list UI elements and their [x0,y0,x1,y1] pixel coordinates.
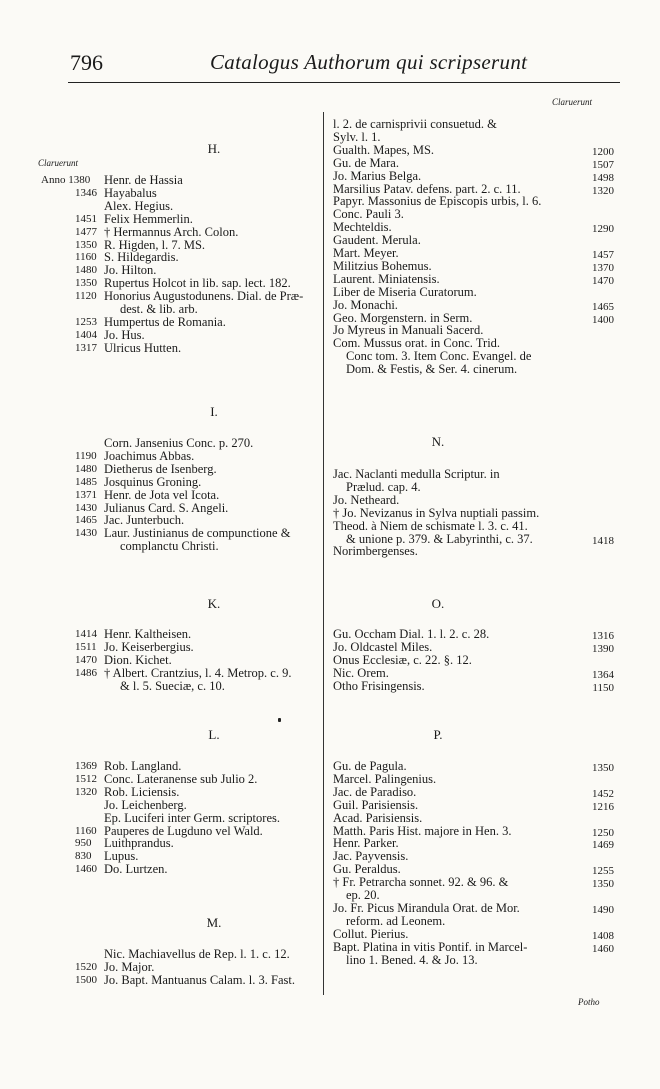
entry-text: Militzius Bohemus. [333,258,432,273]
entry-text: Theod. à Niem de schismate l. 3. c. 41. [333,518,528,533]
entry-text: Mechteldis. [333,220,392,235]
entry-text: Ep. Luciferi inter Germ. scriptores. [104,810,280,825]
entry-text: Norimbergenses. [333,544,418,559]
entry-text: Jac. Payvensis. [333,849,409,864]
entry-text: Papyr. Massonius de Episcopis urbis, l. 6. [333,194,542,209]
entry-year: 1350 [75,277,97,290]
entry-text: Honorius Augustodunens. Dial. de Præ- [104,289,304,304]
entry-text: Marsilius Patav. defens. part. 2. c. 11. [333,181,521,196]
entry-text: Conc. Lateranense sub Julio 2. [104,771,258,786]
entry-text: Corn. Jansenius Conc. p. 270. [104,436,254,450]
entry-text: Gu. Peraldus. [333,862,401,877]
entry-year: 1290 [592,223,614,236]
entry-text: Prælud. cap. 4. [346,479,421,494]
section-heading-p: P. [433,727,443,742]
section-heading-k: K. [207,596,221,611]
entry-text: Gu. de Pagula. [333,759,407,773]
entry-text: Pauperes de Lugduno vel Wald. [104,823,263,838]
entry-year: 1370 [592,261,614,274]
entry-text: Felix Hemmerlin. [104,211,193,226]
entry-year: 1511 [75,640,97,653]
entry-text: Liber de Miseria Curatorum. [333,284,477,299]
entry-year: 1369 [75,760,97,772]
entry-text: Lupus. [104,849,139,864]
entry-year: 1160 [75,824,97,837]
entry-year: 1371 [75,488,97,501]
entry-text: Nic. Machiavellus de Rep. l. 1. c. 12. [104,947,290,961]
entry-text: Mart. Meyer. [333,246,399,260]
entry-text: Jo. Leichenberg. [104,797,187,812]
entry-year: 1160 [75,251,97,264]
entry-text: reform. ad Leonem. [346,913,446,928]
entry-text: Humpertus de Romania. [104,314,226,329]
entry-text: Sylv. l. 1. [333,129,381,144]
entry-text: R. Higden, l. 7. MS. [104,237,206,252]
entry-text: Laur. Justinianus de compunctione & [104,526,291,541]
entry-year: 1350 [592,762,614,774]
entry-year: 1408 [592,929,614,942]
entry-text: † Albert. Crantzius, l. 4. Metrop. c. 9. [104,665,292,680]
entry-text: complanctu Christi. [120,539,219,554]
entry-year: 1469 [592,839,614,852]
entry-text: Dietherus de Isenberg. [104,461,217,476]
entry-year: 1465 [592,300,614,313]
entry-text: Ulricus Hutten. [104,340,182,355]
entry-text: Henr. de Hassia [104,173,183,187]
entry-year: 1320 [592,184,614,197]
entry-year: 1400 [592,313,614,326]
entry-text: † Fr. Petrarcha sonnet. 92. & 96. & [333,875,509,890]
entry-text: Jac. de Paradiso. [333,784,417,799]
section-heading-l: L. [208,727,220,742]
entry-year: 1480 [75,462,97,475]
ink-spot [278,718,281,722]
section-heading-i: I. [210,404,218,419]
entry-text: † Hermannus Arch. Colon. [104,224,239,239]
section-heading-n: N. [431,434,445,449]
entry-text: † Jo. Nevizanus in Sylva nuptiali passim. [333,505,540,520]
entry-text: Jo. Bapt. Mantuanus Calam. l. 3. Fast. [104,972,295,987]
section-heading-o: O. [431,596,445,611]
claruerunt-label-right: Claruerunt [552,97,593,107]
entry-text: Rob. Langland. [104,759,182,773]
entry-text: dest. & lib. arb. [120,302,198,316]
entry-text: Matth. Paris Hist. majore in Hen. 3. [333,823,512,838]
entry-text: Acad. Parisiensis. [333,810,423,825]
entry-text: Jo. Hilton. [104,263,157,278]
entry-year: 1150 [592,681,614,694]
entry-text: Onus Ecclesiæ, c. 22. §. 12. [333,652,472,667]
entry-year: 1490 [592,903,614,916]
entry-year: 1364 [592,668,614,681]
entry-text: Gu. de Mara. [333,155,399,170]
entry-text: Jo. Oldcastel Miles. [333,639,433,654]
entry-text: Jac. Naclanti medulla Scriptur. in [333,467,500,481]
entry-text: Collut. Pierius. [333,926,409,941]
entry-text: Julianus Card. S. Angeli. [104,500,229,515]
entry-year: 1512 [75,772,97,785]
entry-year: 1346 [75,186,97,199]
entry-text: Joachimus Abbas. [104,448,195,463]
entry-year: 1414 [75,628,97,640]
entry-year: 1253 [75,315,97,328]
entry-text: Jo. Fr. Picus Mirandula Orat. de Mor. [333,900,520,915]
entry-year: 1320 [75,785,97,798]
entry-text: Rob. Liciensis. [104,784,180,799]
entry-year: 1451 [75,212,97,225]
entry-text: Hayabalus [104,185,157,200]
entry-text: Nic. Orem. [333,665,389,680]
entry-year: 1452 [592,787,614,800]
entry-text: Gaudent. Merula. [333,233,421,248]
entry-year: 1465 [75,514,97,527]
entry-year: 1200 [592,145,614,158]
entry-year: 1250 [592,826,614,839]
entry-year: 1430 [75,501,97,514]
claruerunt-label-left: Claruerunt [38,158,79,168]
entry-text: Otho Frisingensis. [333,678,425,693]
entry-year: 1390 [592,642,614,655]
entry-text: Conc. Pauli 3. [333,207,404,222]
column-divider [323,112,324,995]
entry-year: 1316 [592,630,614,642]
entry-year: 1216 [592,800,614,813]
entry-text: Geo. Morgenstern. in Serm. [333,310,473,325]
entry-year: 1430 [75,527,97,540]
header-rule [68,82,620,83]
entry-text: & unione p. 379. & Labyrinthi, c. 37. [346,531,533,546]
entry-year: 950 [75,837,92,850]
entry-year: 1480 [75,264,97,277]
entry-year: 1477 [75,225,97,238]
entry-year: 1460 [592,942,614,955]
entry-text: Do. Lurtzen. [104,862,168,877]
entry-year: 1317 [75,341,97,354]
entry-year: 1418 [592,534,614,547]
entry-text: Jo Myreus in Manuali Sacerd. [333,323,484,338]
entry-year: 1457 [592,249,614,261]
page-number: 796 [70,50,103,75]
entry-year: Anno 1380 [41,174,91,186]
entry-text: Jo. Hus. [104,327,145,342]
entry-text: Com. Mussus orat. in Conc. Trid. [333,336,501,351]
entry-year: 1350 [592,878,614,891]
entry-text: l. 2. de carnisprivii consuetud. & [333,117,497,131]
entry-text: Dom. & Festis, & Ser. 4. cinerum. [346,362,518,377]
entry-text: Jo. Netheard. [333,492,400,507]
entry-year: 1120 [75,290,97,303]
entry-year: 1404 [75,328,97,341]
entry-text: Jo. Major. [104,959,155,974]
entry-text: Jo. Keiserbergius. [104,639,194,654]
entry-text: ep. 20. [346,888,380,902]
entry-year: 1470 [592,274,614,287]
entry-text: Conc tom. 3. Item Conc. Evangel. de [346,349,532,364]
entry-text: Jac. Junterbuch. [104,513,185,528]
entry-year: 1486 [75,666,97,679]
entry-year: 1500 [75,973,97,986]
entry-text: lino 1. Bened. 4. & Jo. 13. [346,952,478,967]
entry-text: Henr. Kaltheisen. [104,627,192,641]
entry-year: 1350 [75,238,97,251]
entry-text: Rupertus Holcot in lib. sap. lect. 182. [104,276,291,291]
entry-text: Henr. Parker. [333,836,399,851]
section-heading-h: H. [207,141,221,156]
entry-text: Luithprandus. [104,836,174,851]
entry-year: 1190 [75,449,97,462]
entry-text: Bapt. Platina in vitis Pontif. in Marcel- [333,939,528,954]
entry-year: 1255 [592,865,614,878]
entry-text: Josquinus Groning. [104,474,202,489]
entry-text: S. Hildegardis. [104,250,179,265]
entry-year: 1460 [75,863,97,876]
entry-text: & l. 5. Sueciæ, c. 10. [120,678,225,693]
entry-year: 1507 [592,158,614,171]
running-title: Catalogus Authorum qui scripserunt [210,50,528,74]
entry-text: Laurent. Miniatensis. [333,271,440,286]
entry-text: Henr. de Jota vel Icota. [104,487,220,502]
entry-text: Dion. Kichet. [104,652,172,667]
entry-year: 830 [75,850,92,863]
entry-year: 1470 [75,653,97,666]
catchword: Potho [578,997,600,1007]
entry-year: 1498 [592,171,614,184]
entry-text: Alex. Hegius. [104,198,174,213]
entry-text: Jo. Marius Belga. [333,168,422,183]
section-heading-m: M. [206,915,222,930]
entry-year: 1485 [75,475,97,488]
entry-year: 1520 [75,960,97,973]
entry-text: Gu. Occham Dial. 1. l. 2. c. 28. [333,627,490,641]
entry-text: Gualth. Mapes, MS. [333,142,435,157]
entry-text: Jo. Monachi. [333,297,398,312]
entry-text: Guil. Parisiensis. [333,797,419,812]
entry-text: Marcel. Palingenius. [333,771,437,786]
